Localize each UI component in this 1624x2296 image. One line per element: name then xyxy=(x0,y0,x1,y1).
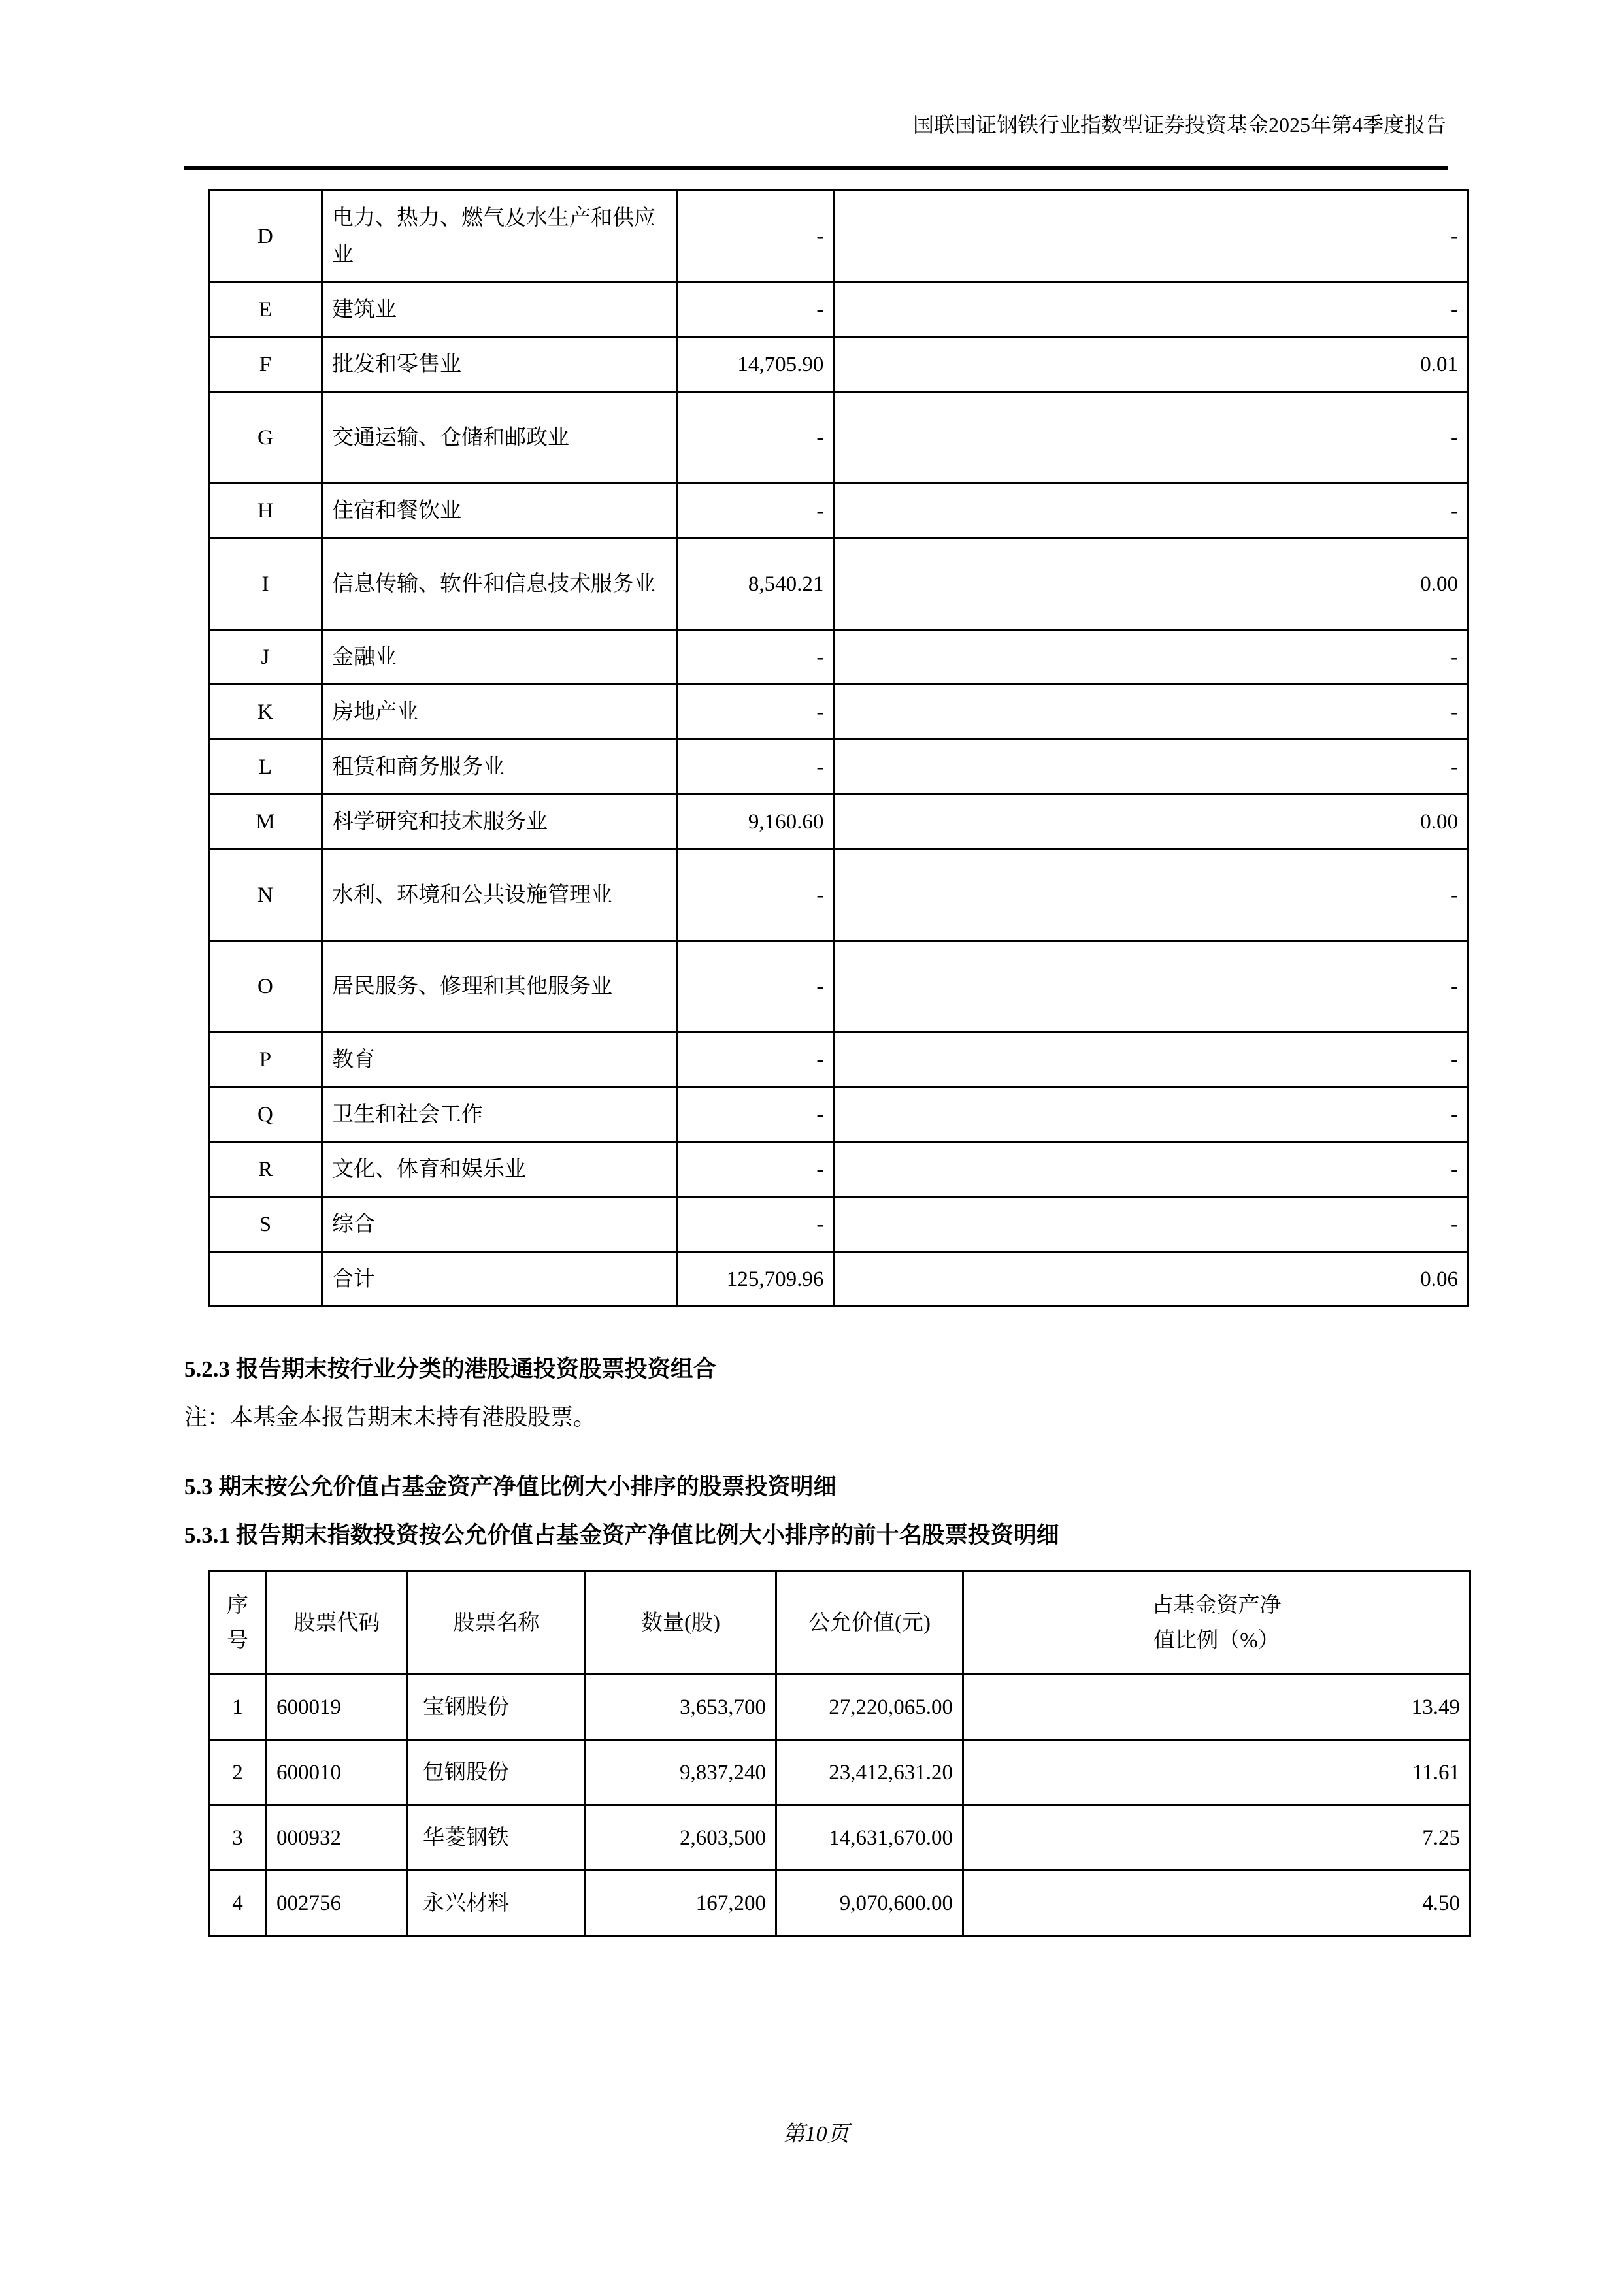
table-row xyxy=(209,1032,1468,1087)
holding-quantity-cell: 3,653,700 xyxy=(586,1675,776,1740)
industry-pct-cell: - xyxy=(834,392,1468,484)
table-row xyxy=(209,795,1468,849)
table-row xyxy=(209,1871,1470,1936)
industry-name-cell: 科学研究和技术服务业 xyxy=(322,795,676,849)
spacer xyxy=(184,1560,1448,1570)
holding-stock-code-cell: 600019 xyxy=(267,1675,408,1740)
industry-value-cell: - xyxy=(677,941,834,1032)
holding-fair-value-cell: 27,220,065.00 xyxy=(776,1675,963,1740)
top-ten-holdings-table xyxy=(208,1570,1471,1937)
industry-pct-cell: 0.06 xyxy=(834,1252,1468,1307)
industry-pct-cell: - xyxy=(834,1197,1468,1252)
column-header-stock-name: 股票名称 xyxy=(408,1571,586,1675)
holding-index-cell: 4 xyxy=(209,1871,267,1936)
table-header-row xyxy=(209,1571,1470,1675)
industry-value-cell: - xyxy=(677,484,834,538)
column-header-quantity: 数量(股) xyxy=(586,1571,776,1675)
industry-code-cell xyxy=(209,1252,322,1307)
industry-value-cell: - xyxy=(677,685,834,740)
table-row xyxy=(209,630,1468,685)
holding-stock-name-cell: 永兴材料 xyxy=(408,1871,586,1936)
table-row xyxy=(209,392,1468,484)
table-row xyxy=(209,849,1468,941)
industry-name-cell: 电力、热力、燃气及水生产和供应业 xyxy=(322,191,676,282)
holding-ratio-cell: 13.49 xyxy=(963,1675,1470,1740)
holding-quantity-cell: 167,200 xyxy=(586,1871,776,1936)
holding-stock-code-cell: 600010 xyxy=(267,1740,408,1805)
industry-value-cell: - xyxy=(677,1032,834,1087)
industry-pct-cell: - xyxy=(834,941,1468,1032)
holding-fair-value-cell: 14,631,670.00 xyxy=(776,1805,963,1871)
industry-code-cell: E xyxy=(209,282,322,337)
industry-pct-cell: - xyxy=(834,685,1468,740)
industry-code-cell: S xyxy=(209,1197,322,1252)
industry-name-cell: 住宿和餐饮业 xyxy=(322,484,676,538)
industry-name-cell: 教育 xyxy=(322,1032,676,1087)
industry-value-cell: - xyxy=(677,630,834,685)
table-row xyxy=(209,484,1468,538)
table-row xyxy=(209,685,1468,740)
industry-value-cell: - xyxy=(677,849,834,941)
holding-quantity-cell: 2,603,500 xyxy=(586,1805,776,1871)
holding-fair-value-cell: 23,412,631.20 xyxy=(776,1740,963,1805)
spacer xyxy=(184,1442,1448,1463)
industry-code-cell: P xyxy=(209,1032,322,1087)
industry-code-cell: K xyxy=(209,685,322,740)
section-heading-5-3: 5.3 期末按公允价值占基金资产净值比例大小排序的股票投资明细 xyxy=(184,1474,837,1500)
industry-value-cell: - xyxy=(677,282,834,337)
holding-index-cell: 3 xyxy=(209,1805,267,1871)
industry-code-cell: D xyxy=(209,191,322,282)
holding-ratio-cell: 11.61 xyxy=(963,1740,1470,1805)
holding-index-cell: 2 xyxy=(209,1740,267,1805)
industry-pct-cell: 0.01 xyxy=(834,337,1468,392)
running-title: 国联国证钢铁行业指数型证券投资基金2025年第4季度报告 xyxy=(912,113,1446,137)
industry-value-cell: - xyxy=(677,1197,834,1252)
industry-code-cell: R xyxy=(209,1142,322,1197)
industry-code-cell: I xyxy=(209,538,322,630)
industry-classification-table xyxy=(208,189,1469,1307)
table-row xyxy=(209,191,1468,282)
table-row xyxy=(209,1675,1470,1740)
industry-name-cell: 房地产业 xyxy=(322,685,676,740)
column-header-ratio-line1: 占基金资产净 xyxy=(1152,1593,1282,1617)
industry-code-cell: J xyxy=(209,630,322,685)
industry-code-cell: L xyxy=(209,740,322,795)
industry-code-cell: G xyxy=(209,392,322,484)
column-header-fair-value: 公允价值(元) xyxy=(776,1571,963,1675)
column-header-index-line2: 号 xyxy=(227,1628,248,1652)
holding-stock-code-cell: 002756 xyxy=(267,1871,408,1936)
industry-name-cell: 综合 xyxy=(322,1197,676,1252)
industry-pct-cell: 0.00 xyxy=(834,795,1468,849)
industry-pct-cell: 0.00 xyxy=(834,538,1468,630)
column-header-index xyxy=(209,1571,267,1675)
table-row xyxy=(209,1252,1468,1307)
column-header-stock-code: 股票代码 xyxy=(267,1571,408,1675)
industry-name-cell: 居民服务、修理和其他服务业 xyxy=(322,941,676,1032)
table-row xyxy=(209,1805,1470,1871)
industry-value-cell: - xyxy=(677,1142,834,1197)
table-row xyxy=(209,337,1468,392)
holding-fair-value-cell: 9,070,600.00 xyxy=(776,1871,963,1936)
industry-pct-cell: - xyxy=(834,630,1468,685)
table-row xyxy=(209,282,1468,337)
column-header-index-line1: 序 xyxy=(227,1593,248,1617)
industry-code-cell: M xyxy=(209,795,322,849)
industry-name-cell: 金融业 xyxy=(322,630,676,685)
industry-value-cell: - xyxy=(677,191,834,282)
industry-value-cell: 9,160.60 xyxy=(677,795,834,849)
page-content xyxy=(184,189,1460,1937)
industry-name-cell: 合计 xyxy=(322,1252,676,1307)
industry-name-cell: 租赁和商务服务业 xyxy=(322,740,676,795)
table-row xyxy=(209,740,1468,795)
page-number: 第10页 xyxy=(782,2122,850,2146)
holding-stock-name-cell: 包钢股份 xyxy=(408,1740,586,1805)
industry-value-cell: 125,709.96 xyxy=(677,1252,834,1307)
industry-name-cell: 信息传输、软件和信息技术服务业 xyxy=(322,538,676,630)
industry-code-cell: H xyxy=(209,484,322,538)
holding-ratio-cell: 7.25 xyxy=(963,1805,1470,1871)
industry-pct-cell: - xyxy=(834,484,1468,538)
spacer xyxy=(184,1307,1448,1345)
holding-stock-name-cell: 宝钢股份 xyxy=(408,1675,586,1740)
industry-value-cell: - xyxy=(677,740,834,795)
page-footer xyxy=(184,2120,1448,2150)
table-row xyxy=(209,1087,1468,1142)
industry-code-cell: F xyxy=(209,337,322,392)
industry-value-cell: - xyxy=(677,1087,834,1142)
industry-value-cell: - xyxy=(677,392,834,484)
industry-value-cell: 8,540.21 xyxy=(677,538,834,630)
page-running-header xyxy=(184,110,1448,170)
table-row xyxy=(209,1142,1468,1197)
industry-name-cell: 交通运输、仓储和邮政业 xyxy=(322,392,676,484)
industry-name-cell: 卫生和社会工作 xyxy=(322,1087,676,1142)
column-header-ratio-line2: 值比例（%） xyxy=(1153,1628,1280,1652)
industry-name-cell: 文化、体育和娱乐业 xyxy=(322,1142,676,1197)
industry-code-cell: Q xyxy=(209,1087,322,1142)
industry-code-cell: N xyxy=(209,849,322,941)
section-heading-5-2-3: 5.2.3 报告期末按行业分类的港股通投资股票投资组合 xyxy=(184,1356,716,1382)
industry-name-cell: 建筑业 xyxy=(322,282,676,337)
industry-code-cell: O xyxy=(209,941,322,1032)
table-row xyxy=(209,1197,1468,1252)
table-row xyxy=(209,1740,1470,1805)
industry-name-cell: 水利、环境和公共设施管理业 xyxy=(322,849,676,941)
section-note-5-2-3: 注：本基金本报告期末未持有港股股票。 xyxy=(184,1405,597,1430)
industry-pct-cell: - xyxy=(834,191,1468,282)
section-heading-5-3-1: 5.3.1 报告期末指数投资按公允价值占基金资产净值比例大小排序的前十名股票投资明细 xyxy=(184,1522,1059,1548)
industry-pct-cell: - xyxy=(834,1087,1468,1142)
holding-ratio-cell: 4.50 xyxy=(963,1871,1470,1936)
industry-pct-cell: - xyxy=(834,1142,1468,1197)
industry-pct-cell: - xyxy=(834,1032,1468,1087)
holding-index-cell: 1 xyxy=(209,1675,267,1740)
holding-stock-code-cell: 000932 xyxy=(267,1805,408,1871)
industry-pct-cell: - xyxy=(834,740,1468,795)
holding-quantity-cell: 9,837,240 xyxy=(586,1740,776,1805)
column-header-ratio xyxy=(963,1571,1470,1675)
industry-value-cell: 14,705.90 xyxy=(677,337,834,392)
industry-pct-cell: - xyxy=(834,849,1468,941)
holding-stock-name-cell: 华菱钢铁 xyxy=(408,1805,586,1871)
industry-name-cell: 批发和零售业 xyxy=(322,337,676,392)
industry-pct-cell: - xyxy=(834,282,1468,337)
table-row xyxy=(209,538,1468,630)
table-row xyxy=(209,941,1468,1032)
